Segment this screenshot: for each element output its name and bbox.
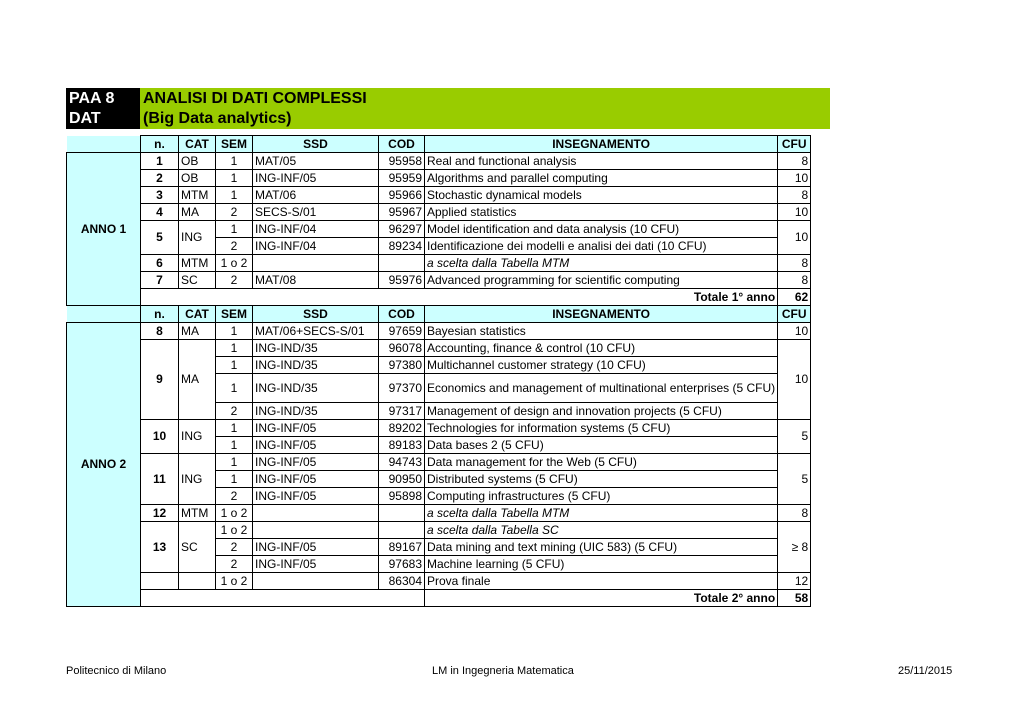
course-code xyxy=(379,505,425,522)
course-category: SC xyxy=(179,522,216,573)
course-cfu: 10 xyxy=(778,323,811,340)
course-cfu: 10 xyxy=(778,204,811,221)
col-sem: SEM xyxy=(216,306,253,323)
total-label: Totale 2° anno xyxy=(425,590,778,607)
course-code: 94743 xyxy=(379,454,425,471)
course-semester: 1 xyxy=(216,323,253,340)
table-row xyxy=(67,454,811,471)
col-ssd: SSD xyxy=(253,136,379,153)
course-category: ING xyxy=(179,221,216,255)
plan-title-line2: (Big Data analytics) xyxy=(143,110,292,127)
course-name: Computing infrastructures (5 CFU) xyxy=(425,488,778,505)
course-category: ING xyxy=(179,454,216,505)
course-ssd: ING-INF/04 xyxy=(253,221,379,238)
course-ssd: MAT/08 xyxy=(253,272,379,289)
col-n: n. xyxy=(141,306,179,323)
course-category: OB xyxy=(179,170,216,187)
course-code: 95966 xyxy=(379,187,425,204)
course-category: MTM xyxy=(179,255,216,272)
course-number: 3 xyxy=(141,187,179,204)
col-cfu: CFU xyxy=(778,136,811,153)
course-ssd: ING-INF/05 xyxy=(253,420,379,437)
course-semester: 1 xyxy=(216,437,253,454)
table-row xyxy=(67,221,811,238)
course-ssd: ING-IND/35 xyxy=(253,340,379,357)
course-code xyxy=(379,522,425,539)
course-code: 96297 xyxy=(379,221,425,238)
course-code: 89202 xyxy=(379,420,425,437)
footer-center: LM in Ingegneria Matematica xyxy=(432,665,574,677)
course-name: Stochastic dynamical models xyxy=(425,187,778,204)
course-category: ING xyxy=(179,420,216,454)
course-category: SC xyxy=(179,272,216,289)
course-ssd: ING-INF/05 xyxy=(253,539,379,556)
course-semester: 1 xyxy=(216,420,253,437)
course-ssd: MAT/06+SECS-S/01 xyxy=(253,323,379,340)
course-code: 89167 xyxy=(379,539,425,556)
course-semester: 1 o 2 xyxy=(216,522,253,539)
total-label: Totale 1° anno xyxy=(141,289,778,306)
course-ssd xyxy=(253,505,379,522)
total-value: 58 xyxy=(778,590,811,607)
table-row xyxy=(67,204,811,221)
plan-title-line1: ANALISI DI DATI COMPLESSI xyxy=(143,90,367,107)
table-row xyxy=(67,187,811,204)
plan-code xyxy=(66,88,140,129)
col-cfu: CFU xyxy=(778,306,811,323)
course-ssd: ING-IND/35 xyxy=(253,357,379,374)
col-n: n. xyxy=(141,136,179,153)
course-ssd: ING-INF/05 xyxy=(253,454,379,471)
course-name: Model identification and data analysis (10 CFU) xyxy=(425,221,778,238)
course-code: 97317 xyxy=(379,403,425,420)
course-cfu: 8 xyxy=(778,187,811,204)
total-row xyxy=(67,590,811,607)
course-name: Management of design and innovation projects (5 CFU) xyxy=(425,403,778,420)
course-cfu: 8 xyxy=(778,255,811,272)
course-cfu: 8 xyxy=(778,272,811,289)
course-number: 10 xyxy=(141,420,179,454)
course-number: 6 xyxy=(141,255,179,272)
course-name: Identificazione dei modelli e analisi dei dati (10 CFU) xyxy=(425,238,778,255)
table-row xyxy=(67,420,811,437)
course-semester: 2 xyxy=(216,204,253,221)
course-name: Bayesian statistics xyxy=(425,323,778,340)
col-cod: COD xyxy=(379,136,425,153)
col-cat: CAT xyxy=(179,306,216,323)
year1-header-row xyxy=(67,136,811,153)
course-semester: 1 xyxy=(216,374,253,403)
course-code: 89234 xyxy=(379,238,425,255)
table-row xyxy=(67,505,811,522)
course-semester: 1 xyxy=(216,153,253,170)
course-name: Machine learning (5 CFU) xyxy=(425,556,778,573)
total-value: 62 xyxy=(778,289,811,306)
col-insegnamento: INSEGNAMENTO xyxy=(425,306,778,323)
course-name: Technologies for information systems (5 CFU) xyxy=(425,420,778,437)
course-cfu: 10 xyxy=(778,340,811,420)
course-cfu: 8 xyxy=(778,505,811,522)
course-name: Real and functional analysis xyxy=(425,153,778,170)
course-category: OB xyxy=(179,153,216,170)
col-cat: CAT xyxy=(179,136,216,153)
course-semester: 1 xyxy=(216,340,253,357)
plan-title xyxy=(140,88,830,129)
col-insegnamento: INSEGNAMENTO xyxy=(425,136,778,153)
course-name: a scelta dalla Tabella SC xyxy=(425,522,778,539)
footer-left: Politecnico di Milano xyxy=(66,665,167,677)
course-name: Algorithms and parallel computing xyxy=(425,170,778,187)
course-category: MA xyxy=(179,323,216,340)
course-ssd: ING-INF/04 xyxy=(253,238,379,255)
course-ssd: ING-INF/05 xyxy=(253,471,379,488)
course-number: 1 xyxy=(141,153,179,170)
course-number: 12 xyxy=(141,505,179,522)
course-semester: 1 xyxy=(216,454,253,471)
course-code: 90950 xyxy=(379,471,425,488)
course-ssd xyxy=(253,522,379,539)
course-semester: 2 xyxy=(216,272,253,289)
course-cfu: 8 xyxy=(778,153,811,170)
course-name: Distributed systems (5 CFU) xyxy=(425,471,778,488)
course-category: MTM xyxy=(179,187,216,204)
course-semester: 1 o 2 xyxy=(216,573,253,590)
course-ssd: MAT/06 xyxy=(253,187,379,204)
course-name: Prova finale xyxy=(425,573,778,590)
course-cfu: 5 xyxy=(778,420,811,454)
course-name: Advanced programming for scientific computing xyxy=(425,272,778,289)
course-code: 97370 xyxy=(379,374,425,403)
course-code: 89183 xyxy=(379,437,425,454)
year-label: ANNO 1 xyxy=(67,153,141,306)
course-semester: 1 xyxy=(216,471,253,488)
course-name: a scelta dalla Tabella MTM xyxy=(425,505,778,522)
course-name: a scelta dalla Tabella MTM xyxy=(425,255,778,272)
course-code: 86304 xyxy=(379,573,425,590)
course-code: 97683 xyxy=(379,556,425,573)
course-cfu: 12 xyxy=(778,573,811,590)
course-number: 7 xyxy=(141,272,179,289)
table-row xyxy=(67,153,811,170)
course-semester: 1 o 2 xyxy=(216,505,253,522)
course-semester: 2 xyxy=(216,556,253,573)
table-row xyxy=(67,170,811,187)
course-ssd: ING-INF/05 xyxy=(253,488,379,505)
course-code: 96078 xyxy=(379,340,425,357)
course-code: 95976 xyxy=(379,272,425,289)
course-ssd xyxy=(253,573,379,590)
col-sem: SEM xyxy=(216,136,253,153)
course-category xyxy=(179,573,216,590)
table-row xyxy=(67,573,811,590)
course-number: 4 xyxy=(141,204,179,221)
curriculum-table xyxy=(66,135,811,607)
course-name: Data mining and text mining (UIC 583) (5 CFU) xyxy=(425,539,778,556)
course-name: Data management for the Web (5 CFU) xyxy=(425,454,778,471)
course-semester: 2 xyxy=(216,488,253,505)
course-semester: 2 xyxy=(216,403,253,420)
course-semester: 1 xyxy=(216,187,253,204)
course-code: 95958 xyxy=(379,153,425,170)
course-ssd: ING-IND/35 xyxy=(253,374,379,403)
course-ssd: SECS-S/01 xyxy=(253,204,379,221)
course-ssd: ING-INF/05 xyxy=(253,170,379,187)
course-semester: 2 xyxy=(216,539,253,556)
course-semester: 1 xyxy=(216,170,253,187)
course-cfu: ≥ 8 xyxy=(778,522,811,573)
course-semester: 1 xyxy=(216,221,253,238)
course-category: MTM xyxy=(179,505,216,522)
course-semester: 1 o 2 xyxy=(216,255,253,272)
course-semester: 2 xyxy=(216,238,253,255)
table-row xyxy=(67,272,811,289)
course-code xyxy=(379,255,425,272)
course-name: Accounting, finance & control (10 CFU) xyxy=(425,340,778,357)
course-name: Data bases 2 (5 CFU) xyxy=(425,437,778,454)
course-ssd: ING-INF/05 xyxy=(253,556,379,573)
course-cfu: 10 xyxy=(778,170,811,187)
table-row xyxy=(67,522,811,539)
course-code: 95967 xyxy=(379,204,425,221)
course-number xyxy=(141,573,179,590)
course-code: 95898 xyxy=(379,488,425,505)
course-ssd: ING-INF/05 xyxy=(253,437,379,454)
course-category: MA xyxy=(179,340,216,420)
course-number: 13 xyxy=(141,522,179,573)
course-name: Multichannel customer strategy (10 CFU) xyxy=(425,357,778,374)
course-ssd: ING-IND/35 xyxy=(253,403,379,420)
course-number: 5 xyxy=(141,221,179,255)
year2-header-row xyxy=(67,306,811,323)
plan-code-line1: PAA 8 xyxy=(69,90,115,107)
table-row xyxy=(67,340,811,357)
plan-code-line2: DAT xyxy=(69,110,101,127)
course-number: 11 xyxy=(141,454,179,505)
course-ssd: MAT/05 xyxy=(253,153,379,170)
col-ssd: SSD xyxy=(253,306,379,323)
footer-date: 25/11/2015 xyxy=(898,665,953,677)
course-cfu: 5 xyxy=(778,454,811,505)
course-code: 97380 xyxy=(379,357,425,374)
course-number: 9 xyxy=(141,340,179,420)
course-number: 2 xyxy=(141,170,179,187)
table-row xyxy=(67,255,811,272)
course-ssd xyxy=(253,255,379,272)
course-semester: 1 xyxy=(216,357,253,374)
course-name: Economics and management of multinational enterprises (5 CFU) xyxy=(425,374,778,403)
course-name: Applied statistics xyxy=(425,204,778,221)
col-cod: COD xyxy=(379,306,425,323)
total-row xyxy=(67,289,811,306)
year-label: ANNO 2 xyxy=(67,323,141,607)
course-code: 97659 xyxy=(379,323,425,340)
course-cfu: 10 xyxy=(778,221,811,255)
table-row xyxy=(67,323,811,340)
course-category: MA xyxy=(179,204,216,221)
course-number: 8 xyxy=(141,323,179,340)
course-code: 95959 xyxy=(379,170,425,187)
